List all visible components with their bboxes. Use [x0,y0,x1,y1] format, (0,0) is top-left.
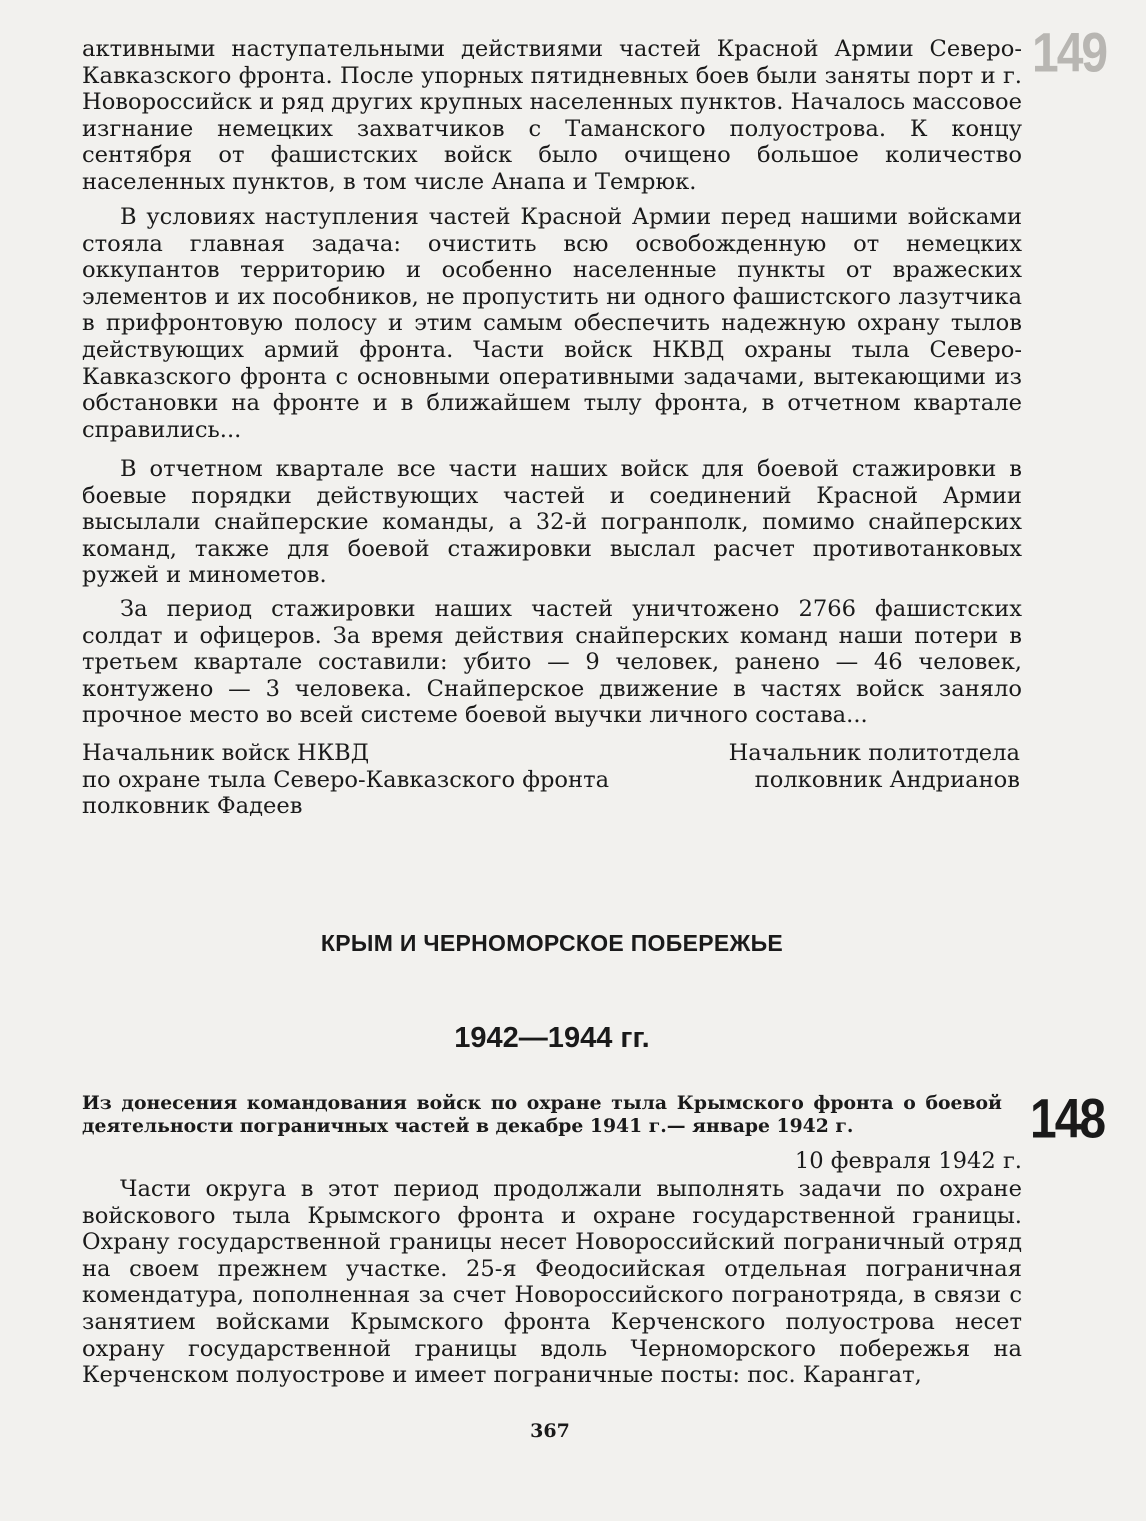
document-number: 148 [1030,1089,1105,1151]
paragraph-1: активными наступательными действиями частей Красной Армии Северо-Кавказского фронта. После упорных пятидневных боев были заняты порт и г. Новороссийск и ряд других крупных населенных пунктов. Началось массовое изгнание немецких захватчиков с Таманского полуострова. К концу сентября от фашистских войск было очищено большое количество населенных пунктов, в том числе Анапа и Темрюк. [82,36,1022,195]
signature-right-line-2: полковник Андрианов [754,766,1020,793]
document-title: Из донесения командования войск по охране тыла Крымского фронта о боевой деятельности пограничных частей в декабре 1941 г.— январе 1942 г. [82,1092,1002,1137]
paragraph-4: За период стажировки наших частей уничтожено 2766 фашистских солдат и офицеров. За время действия снайперских команд наши потери в третьем квартале составили: убито — 9 человек, ранено — 46 человек, контужено — 3 человека. Снайперское движение в частях войск заняло прочное место во всей системе боевой выучки личного состава... [82,596,1022,729]
page-number: 367 [530,1420,570,1442]
signature-left-line-1: Начальник войск НКВД [82,740,370,766]
signature-left [82,740,642,820]
signature-left-line-2: по охране тыла Северо-Кавказского фронта [82,766,610,793]
paragraph-3: В отчетном квартале все части наших войск для боевой стажировки в боевые порядки действующих частей и соединений Красной Армии высылали снайперские команды, а 32-й погранполк, помимо снайперских команд, также для боевой стажировки выслал расчет противотанковых ружей и минометов. [82,456,1022,589]
signature-left-line-3: полковник Фадеев [82,793,303,820]
years-title: 1942—1944 гг. [454,1022,650,1054]
document-date: 10 февраля 1942 г. [794,1148,1022,1174]
signature-right-line-1: Начальник политотдела [728,740,1020,766]
faded-document-number: 149 [1032,23,1107,85]
signature-right [700,740,1020,793]
section-title: КРЫМ И ЧЕРНОМОРСКОЕ ПОБЕРЕЖЬЕ [320,930,784,956]
paragraph-2: В условиях наступления частей Красной Армии перед нашими войсками стояла главная задача: очистить всю освобожденную от немецких оккупантов территорию и особенно населенные пункты от вражеских элементов и их пособников, не пропустить ни одного фашистского лазутчика в прифронтовую полосу и этим самым обеспечить надежную охрану тылов действующих армий фронта. Части войск НКВД охраны тыла Северо-Кавказского фронта с основными оперативными задачами, вытекающими из обстановки на фронте и в ближайшем тылу фронта, в отчетном квартале справились... [82,204,1022,443]
paragraph-5: Части округа в этот период продолжали выполнять задачи по охране войскового тыла Крымского фронта и охране государственной границы. Охрану государственной границы несет Новороссийский пограничный отряд на своем прежнем участке. 25-я Феодосийская отдельная пограничная комендатура, пополненная за счет Новороссийского погранотряда, в связи с занятием войсками Крымского фронта Керченского полуострова несет охрану государственной границы вдоль Черноморского побережья на Керченском полуострове и имеет пограничные посты: пос. Карангат, [82,1176,1022,1389]
